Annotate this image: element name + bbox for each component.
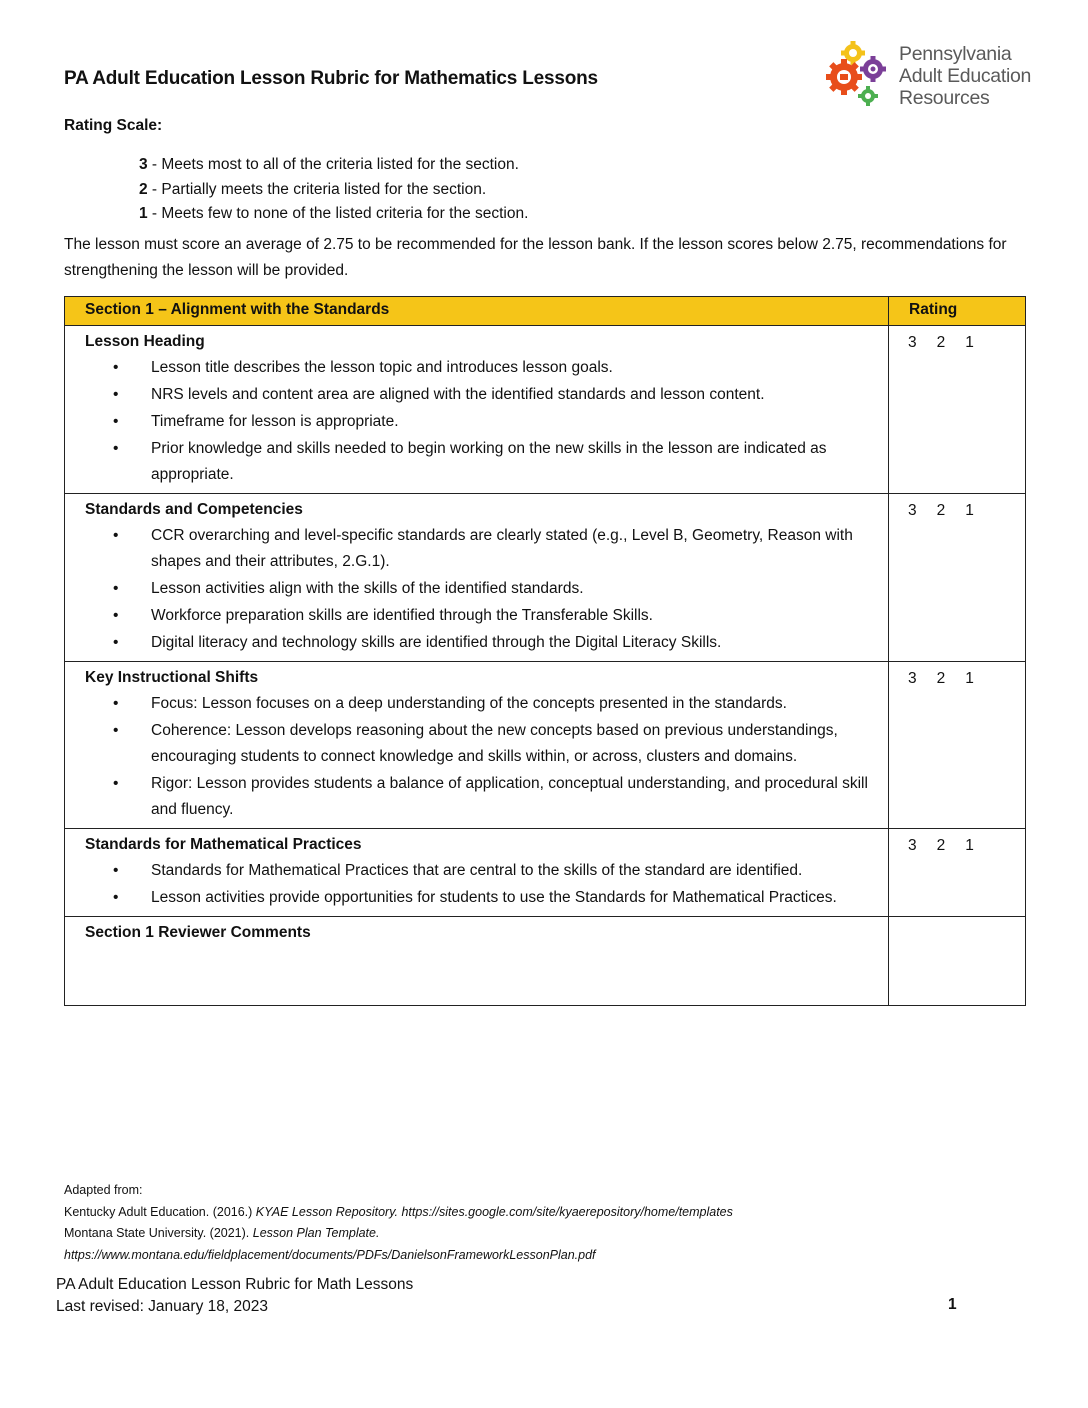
- rating-header: Rating: [889, 297, 1026, 326]
- criteria-list: [85, 355, 874, 488]
- rating-cell: [889, 662, 1026, 829]
- criteria-cell: [65, 829, 889, 917]
- intro-paragraph: The lesson must score an average of 2.75 to be recommended for the lesson bank. If the lesson scores below 2.75, recommendations for strengthening the lesson will be provided.: [64, 236, 1007, 279]
- rating-scale-list: [139, 156, 528, 230]
- rubric-row: [65, 494, 1026, 662]
- logo-wordmark: [899, 43, 1031, 109]
- logo-line: Pennsylvania: [899, 43, 1012, 65]
- rating-option-3[interactable]: 3: [908, 670, 917, 687]
- reference-title-link[interactable]: KYAE Lesson Repository. https://sites.google.com/site/kyaerepository/home/templates: [255, 1204, 733, 1219]
- rating-option-1[interactable]: 1: [965, 502, 974, 519]
- rating-option-2[interactable]: 2: [936, 502, 946, 519]
- adapted-label: Adapted from:: [64, 1183, 143, 1197]
- rating-option-1[interactable]: 1: [965, 334, 974, 351]
- reviewer-comments-row: [65, 917, 1026, 1006]
- criteria-item: • Coherence: Lesson develops reasoning about the new concepts based on previous understandings, encouraging students to connect knowledge and skills within, or across, clusters and domains.: [113, 718, 874, 770]
- pa-adult-education-logo: [826, 38, 1066, 112]
- gears-icon: [826, 40, 896, 110]
- rating-option-1[interactable]: 1: [965, 837, 974, 854]
- rating-option-2[interactable]: 2: [936, 670, 946, 687]
- footer-title: PA Adult Education Lesson Rubric for Math Lessons: [56, 1276, 414, 1293]
- rating-scale-text: - Meets most to all of the criteria listed for the section.: [147, 156, 519, 173]
- criteria-heading: Standards for Mathematical Practices: [85, 836, 362, 853]
- rating-option-1[interactable]: 1: [965, 670, 974, 687]
- rating-cell: [889, 494, 1026, 662]
- criteria-list: [85, 858, 874, 911]
- reference-title: Lesson Plan Template.: [252, 1226, 380, 1240]
- criteria-list: [85, 523, 874, 656]
- rating-scale-item: 2 - Partially meets the criteria listed for the section.: [139, 180, 487, 198]
- reference-line: [64, 1245, 733, 1267]
- rating-option-3[interactable]: 3: [908, 837, 917, 854]
- reference-line: [64, 1202, 733, 1224]
- criteria-heading: Key Instructional Shifts: [85, 669, 259, 686]
- rubric-table: [64, 296, 1026, 1006]
- rating-scale-label: Rating Scale:: [64, 117, 163, 134]
- rating-cell: [889, 326, 1026, 494]
- reviewer-comments-label: Section 1 Reviewer Comments: [85, 924, 311, 941]
- criteria-item: • Timeframe for lesson is appropriate.: [113, 409, 874, 435]
- criteria-cell: [65, 494, 889, 662]
- logo-line: Resources: [899, 87, 990, 109]
- reviewer-comments-cell[interactable]: [65, 917, 889, 1006]
- footer-revised-date: Last revised: January 18, 2023: [56, 1298, 268, 1315]
- rating-scale-item: 3 - Meets most to all of the criteria listed for the section.: [139, 156, 519, 173]
- criteria-item: • Lesson activities align with the skills of the identified standards.: [113, 576, 874, 602]
- rating-scale-text: - Partially meets the criteria listed for the section.: [147, 180, 487, 198]
- criteria-item: • Standards for Mathematical Practices that are central to the skills of the standard are identified.: [113, 858, 874, 884]
- rating-option-3[interactable]: 3: [908, 334, 917, 351]
- logo-line: Adult Education: [899, 65, 1032, 87]
- criteria-cell: [65, 326, 889, 494]
- rating-option-2[interactable]: 2: [936, 334, 946, 351]
- rubric-row: [65, 829, 1026, 917]
- document-title: PA Adult Education Lesson Rubric for Mathematics Lessons: [64, 68, 598, 89]
- rating-option-3[interactable]: 3: [908, 502, 917, 519]
- rating-cell: [889, 829, 1026, 917]
- criteria-item: • Lesson activities provide opportunities for students to use the Standards for Mathematical Practices.: [113, 885, 874, 911]
- rubric-row: [65, 662, 1026, 829]
- adapted-from-note: [64, 1180, 733, 1266]
- reference-line: [64, 1223, 733, 1245]
- reference-author: Kentucky Adult Education. (2016.): [64, 1204, 256, 1219]
- criteria-cell: [65, 662, 889, 829]
- reference-author: Montana State University. (2021).: [64, 1226, 253, 1240]
- rating-scale-item: 1 - Meets few to none of the listed criteria for the section.: [139, 205, 529, 222]
- criteria-list: [85, 691, 874, 823]
- criteria-item: • Rigor: Lesson provides students a balance of application, conceptual understanding, and procedural skill and fluency.: [113, 771, 874, 823]
- criteria-item: • CCR overarching and level-specific standards are clearly stated (e.g., Level B, Geometry, Reason with shapes and their attributes, 2.G.1).: [113, 523, 874, 575]
- reference-link[interactable]: https://www.montana.edu/fieldplacement/documents/PDFs/DanielsonFrameworkLessonPlan.pdf: [64, 1247, 596, 1262]
- criteria-item: • Focus: Lesson focuses on a deep understanding of the concepts presented in the standards.: [113, 691, 874, 717]
- criteria-item: • Prior knowledge and skills needed to begin working on the new skills in the lesson are indicated as appropriate.: [113, 436, 874, 488]
- rubric-header-row: [65, 297, 1026, 326]
- criteria-item: • Workforce preparation skills are identified through the Transferable Skills.: [113, 603, 874, 629]
- rating-scale-text: - Meets few to none of the listed criteria for the section.: [147, 205, 529, 222]
- page-number: 1: [948, 1296, 957, 1313]
- rating-option-2[interactable]: 2: [936, 837, 946, 854]
- section-header: Section 1 – Alignment with the Standards: [65, 297, 889, 326]
- criteria-item: • Digital literacy and technology skills are identified through the Digital Literacy Skills.: [113, 630, 874, 656]
- criteria-heading: Standards and Competencies: [85, 501, 303, 518]
- criteria-heading: Lesson Heading: [85, 333, 205, 350]
- criteria-item: • Lesson title describes the lesson topic and introduces lesson goals.: [113, 355, 874, 381]
- criteria-item: • NRS levels and content area are aligned with the identified standards and lesson content.: [113, 382, 874, 408]
- reviewer-comments-rating-cell[interactable]: [889, 917, 1026, 1006]
- page-footer: [56, 1274, 413, 1318]
- rubric-row: [65, 326, 1026, 494]
